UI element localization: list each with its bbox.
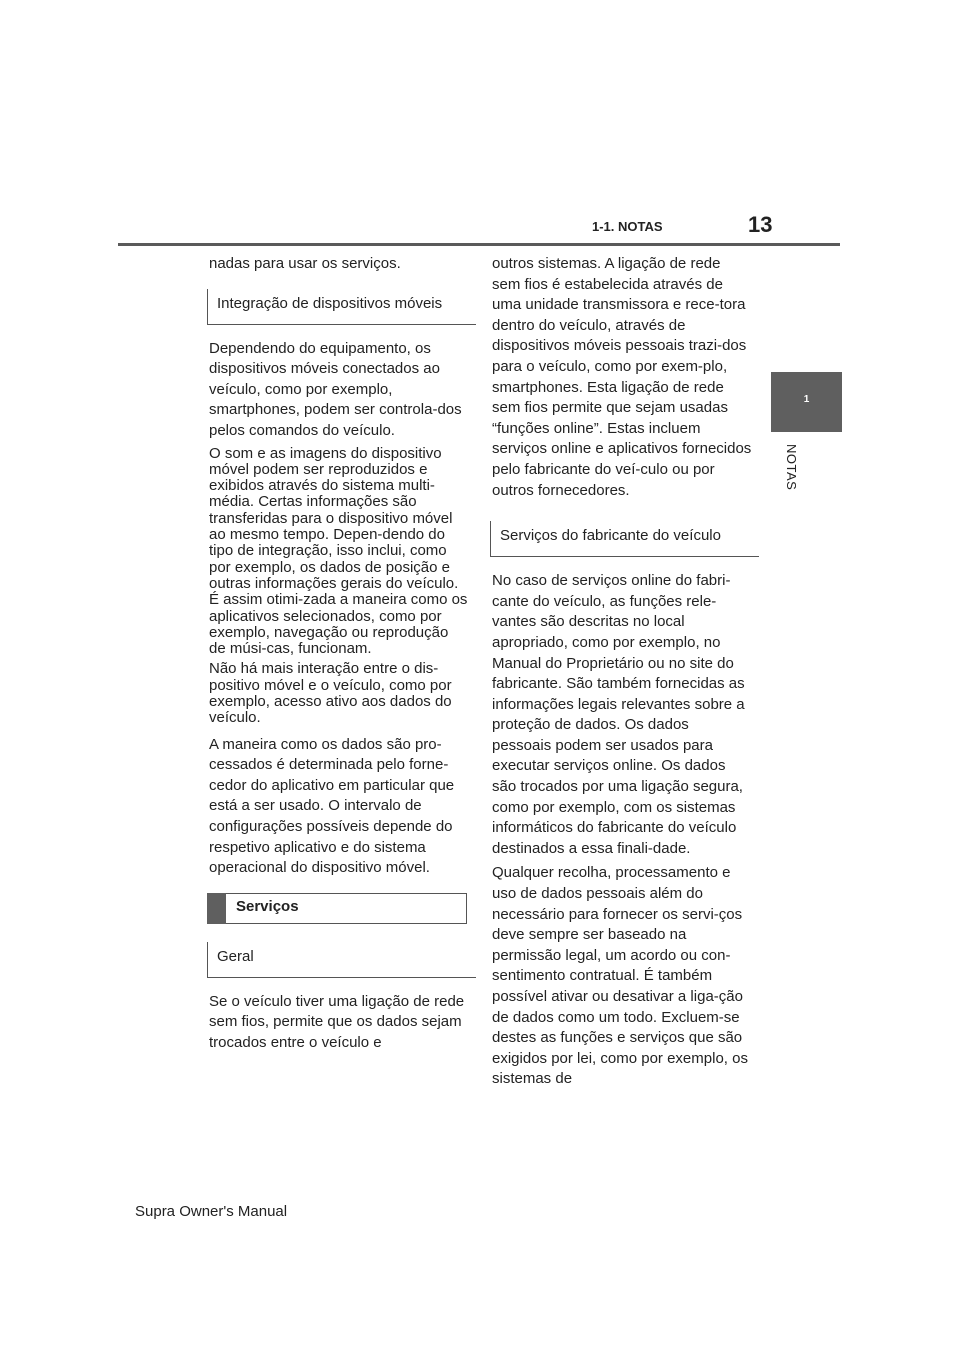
chapter-tab-number: 1 bbox=[803, 394, 810, 405]
section-heading-marker bbox=[207, 893, 226, 924]
header-rule bbox=[118, 243, 840, 246]
subheading: Integração de dispositivos móveis bbox=[207, 289, 476, 325]
paragraph: Qualquer recolha, processamento e uso de dados pessoais além do necessário para fornecer os servi-ços deve sempre ser baseado na permissão legal, um acordo ou con-sentimento contratual. É também possível ativar ou desativar a liga-ção de dados como um todo. Excluem-se destes as funções e serviços que são exigidos por lei, como por exemplo, os sistemas de bbox=[492, 864, 748, 1088]
footer-manual-title: Supra Owner's Manual bbox=[135, 1203, 288, 1220]
section-heading-text: Serviços bbox=[236, 897, 299, 915]
paragraph: O som e as imagens do dispositivo móvel podem ser reproduzidos e exibidos através do sistema multi-média. Certas informações são transferidas para o dispositivo móvel ao mesmo tempo. Depen-dendo do tipo de integração, isso inclui, como por exemplo, os dados de posição e outras informações gerais do veículo. É assim otimi-zada a maneira como os aplicativos selecionados, como por exemplo, navegação ou reprodução de músi-cas, funcionam. bbox=[209, 444, 468, 658]
paragraph: nadas para usar os serviços. bbox=[209, 255, 401, 272]
chapter-side-label-text: NOTAS bbox=[784, 444, 799, 491]
subheading: Serviços do fabricante do veículo bbox=[490, 521, 759, 557]
paragraph: Se o veículo tiver uma ligação de rede sem fios, permite que os dados sejam trocados entre o veículo e bbox=[209, 992, 465, 1051]
left-column bbox=[209, 254, 469, 1058]
paragraph: Dependendo do equipamento, os dispositivos móveis conectados ao veículo, como por exemplo, smartphones, podem ser controla-dos pelos comandos do veículo. bbox=[209, 339, 462, 439]
right-column bbox=[492, 254, 752, 1094]
chapter-tab bbox=[771, 372, 842, 432]
header-section-title: 1-1. NOTAS bbox=[592, 219, 663, 234]
page-number: 13 bbox=[748, 212, 773, 237]
paragraph: A maneira como os dados são pro-cessados é determinada pelo forne-cedor do aplicativo em particular que está a ser usado. O intervalo de configurações possíveis depende do respetivo aplicativo e do sistema operacional do dispositivo móvel. bbox=[209, 735, 455, 877]
subheading: Geral bbox=[207, 942, 476, 978]
paragraph: outros sistemas. A ligação de rede sem fios é estabelecida através de uma unidade transmissora e rece-tora dentro do veículo, através de dispositivos móveis pessoais trazi-dos para o veículo, como por exem-plo, smartphones. Esta ligação de rede sem fios permite que sejam usadas “funções online”. Estas incluem serviços online e aplicativos fornecidos pelo fabricante do veí-culo ou por outros fornecedores. bbox=[492, 255, 752, 499]
paragraph: Não há mais interação entre o dis-positivo móvel e o veículo, como por exemplo, acesso ativo aos dados do veículo. bbox=[209, 660, 452, 727]
chapter-side-label bbox=[782, 444, 800, 504]
section-heading bbox=[207, 893, 467, 924]
paragraph: No caso de serviços online do fabri-cante do veículo, as funções rele-vantes são descritas no local apropriado, como por exemplo, no Manual do Proprietário ou no site do fabricante. São também fornecidas as informações legais relevantes sobre a proteção de dados. Os dados pessoais podem ser usados para executar serviços online. Os dados são trocados por uma ligação segura, como por exemplo, com os sistemas informáticos do fabricante do veículo destinados a essa finali-dade. bbox=[492, 572, 745, 857]
